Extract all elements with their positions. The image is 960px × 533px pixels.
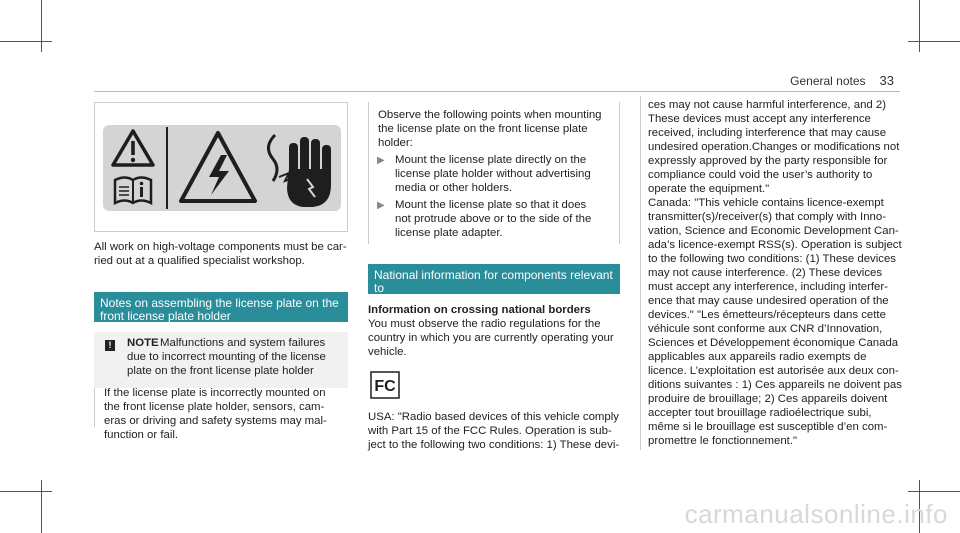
header-rule [94,91,900,92]
col3-line: must accept any interference, including interfer- [648,281,888,293]
col3-line: vation, Science and Economic Development Can- [648,225,899,237]
page-number: 33 [879,73,894,88]
running-header [790,73,894,88]
section-heading-line: Notes on assembling the license plate on the [100,296,339,310]
note-detail-line: If the license plate is incorrectly mounted on [104,387,326,399]
high-voltage-icon [181,133,255,201]
col3-line: operate the equipment." [648,183,770,195]
crop-mark [0,491,52,492]
note-line: Malfunctions and system failures [160,337,326,349]
note-detail-line: the front license plate holder, sensors, cam- [104,401,325,413]
col3-line: ence that may cause undesired operation of the [648,295,889,307]
note-detail-line: eras or driving and safety systems may mal- [104,415,327,427]
bullet-line: Mount the license plate so that it does [395,199,587,211]
col3-line: received, including interference that may cause [648,127,887,139]
fcc-mark: FC [374,378,396,395]
column-rule [640,96,641,450]
col3-line: These devices must accept any interference [648,113,871,125]
col3-line: ces may not cause harmful interference, and 2) [648,99,887,111]
col3-line: may not cause interference. (2) These devices [648,267,883,279]
border-line: country in which you are currently operating your [368,332,614,344]
col3-line: ditions suivantes : 1) Ces appareils ne doivent pas [648,379,902,391]
electric-shock-hand-icon [268,135,331,207]
bullet-line: media or other holders. [395,182,513,194]
header-title: General notes [790,74,866,88]
usa-line: with Part 15 of the FCC Rules. Operation is sub- [368,425,612,437]
col3-line: même si le brouillage est susceptible d’en com- [648,421,888,433]
fcc-logo [370,371,400,399]
note-detail-line: function or fail. [104,429,179,441]
bullet-line: license plate adapter. [395,227,503,239]
section-heading-line: National information for components relevant to [374,268,613,295]
section-heading-line: radio regulation [374,294,457,308]
observe-line: holder: [378,137,413,149]
crop-mark [919,0,920,52]
col3-line: ada’s licence-exempt RSS(s). Operation is subject [648,239,902,251]
note-divider [94,388,95,427]
crop-mark [41,0,42,52]
col3-line: véhicule sont conforme aux CNR d’Innovation, [648,323,883,335]
bullet-arrow-icon: ▶ [377,200,385,211]
col3-line: expressly approved by the party responsible for [648,155,888,167]
bullet-line: not protrude above or to the side of the [395,213,592,225]
note-exclamation-icon: ! [105,340,115,351]
note-line: plate on the front license plate holder [127,365,314,377]
observe-box-left-border [368,102,369,244]
warning-figure [94,102,348,232]
observe-line: Observe the following points when mounting [378,109,602,121]
usa-line: ject to the following two conditions: 1) These devi- [368,439,620,451]
watermark: carmanualsonline.info [684,499,948,529]
bullet-arrow-icon: ▶ [377,155,385,166]
col3-line: transmitter(s)/receiver(s) that comply with Inno- [648,211,886,223]
read-manual-icon [115,178,151,204]
bullet-line: Mount the license plate directly on the [395,154,587,166]
crop-mark [0,41,52,42]
col3-line: Canada: "This vehicle contains licence-exempt [648,197,884,209]
col3-line: Sciences et Développement économique Canada [648,337,899,349]
col3-line: compliance could void the user’s authority to [648,169,873,181]
crop-mark [41,480,42,533]
note-line: due to incorrect mounting of the license [127,351,326,363]
note-label: NOTE [127,337,159,349]
section-heading [368,264,620,308]
crop-mark [908,491,960,492]
col3-line: produire de brouillage; 2) Ces appareils doivent [648,393,888,405]
col3-line: devices." "Les émetteurs/récepteurs dans cette [648,309,886,321]
hv-note-line: All work on high-voltage components must be car- [94,241,347,253]
usa-line: USA: "Radio based devices of this vehicle comply [368,411,619,423]
warning-panel [103,125,341,211]
warning-triangle-icon [113,131,153,165]
col3-line: applicables aux appareils radio exempts de [648,351,867,363]
section-heading [94,292,348,322]
border-line: vehicle. [368,346,407,358]
col3-line: accepter tout brouillage radioélectrique subi, [648,407,872,419]
col3-line: to the following two conditions: (1) These devices [648,253,896,265]
hv-note-line: ried out at a qualified specialist workshop. [94,255,305,267]
col3-line: licence. L’exploitation est autorisée aux deux con- [648,365,899,377]
col3-line: promettre le fonctionnement." [648,435,798,447]
observe-line: the license plate on the front license plate [378,123,588,135]
col3-line: undesired operation.Changes or modifications not [648,141,900,153]
section-heading-line: front license plate holder [100,309,231,323]
bullet-line: license plate holder without advertising [395,168,591,180]
border-line: You must observe the radio regulations for the [368,318,601,330]
crop-mark [908,41,960,42]
subheading: Information on crossing national borders [368,304,591,316]
